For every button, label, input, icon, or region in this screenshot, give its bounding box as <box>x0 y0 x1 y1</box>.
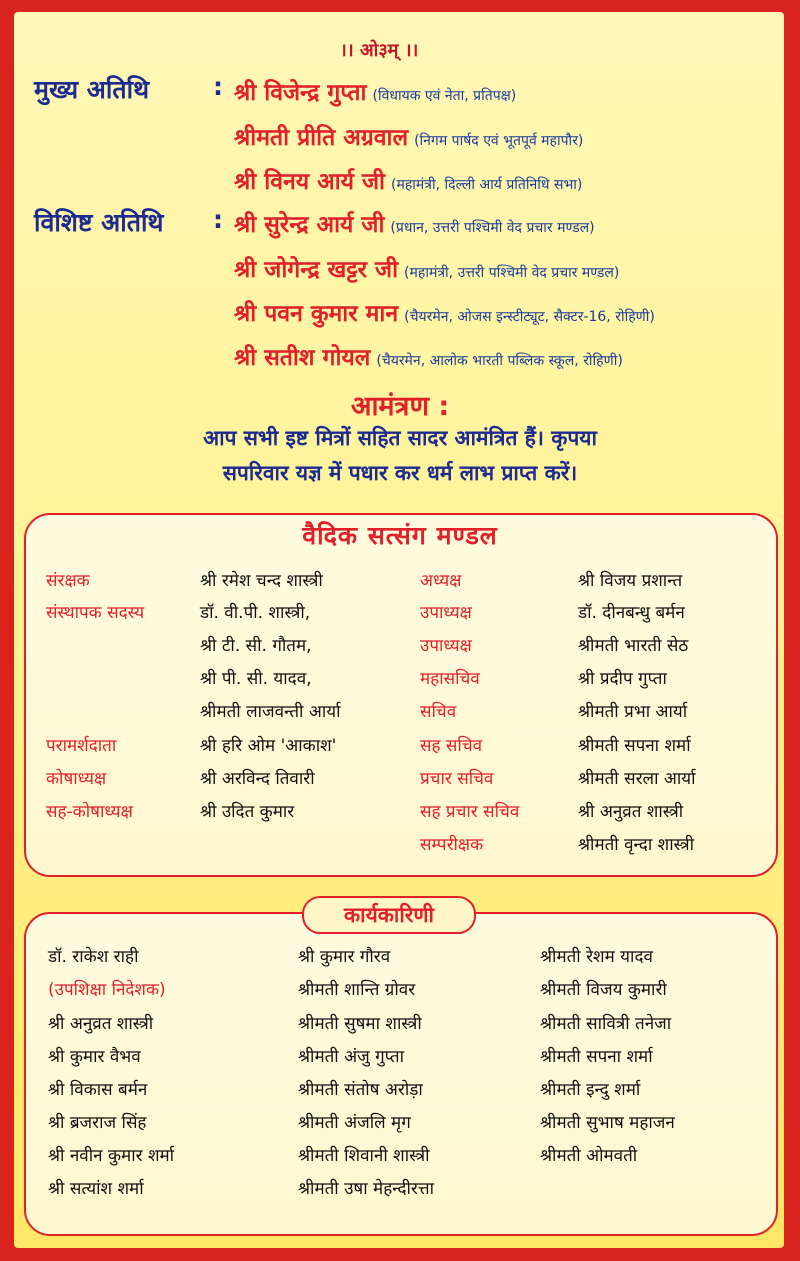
mandal-role: कोषाध्यक्ष <box>46 769 107 789</box>
karyakarini-member: श्री कुमार गौरव <box>298 947 391 967</box>
mandal-role: उपाध्यक्ष <box>420 636 472 656</box>
mandal-role: सचिव <box>420 702 457 722</box>
karyakarini-member: श्री नवीन कुमार शर्मा <box>48 1146 175 1166</box>
guest-name: श्री जोगेन्द्र खट्टर जी <box>234 257 399 283</box>
mandal-title: वैदिक सत्संग मण्डल <box>302 521 498 550</box>
invitation-line-2: सपरिवार यज्ञ में पधार कर धर्म लाभ प्राप्त करें। <box>222 461 578 485</box>
karyakarini-member: श्रीमती ओमवती <box>540 1146 638 1166</box>
special-guest-4 <box>234 340 623 372</box>
guest-name: श्री विनय आर्य जी <box>234 169 385 195</box>
karyakarini-member: श्री ब्रजराज सिंह <box>48 1113 147 1133</box>
guest-desc: (प्रधान, उत्तरी पश्चिमी वेद प्रचार मण्डल) <box>390 220 595 236</box>
om-heading: ।। ओ३म् ।। <box>340 40 419 61</box>
karyakarini-member: श्रीमती अंजु गुप्ता <box>298 1047 405 1067</box>
guest-desc: (विधायक एवं नेता, प्रतिपक्ष) <box>372 88 517 104</box>
karyakarini-member: श्रीमती इन्दु शर्मा <box>540 1080 641 1100</box>
guest-name: श्रीमती प्रीति अग्रवाल <box>234 125 409 151</box>
guest-desc: (महामंत्री, उत्तरी पश्चिमी वेद प्रचार मण्डल) <box>404 265 620 281</box>
chief-guests-label: मुख्य अतिथि <box>34 75 150 104</box>
mandal-member: श्री अनुव्रत शास्त्री <box>578 802 684 822</box>
special-guest-1 <box>234 207 595 239</box>
karyakarini-designation: (उपशिक्षा निदेशक) <box>48 980 166 1000</box>
guest-desc: (महामंत्री, दिल्ली आर्य प्रतिनिधि सभा) <box>390 177 583 193</box>
mandal-role: अध्यक्ष <box>420 571 462 591</box>
mandal-role: सम्परीक्षक <box>420 835 484 855</box>
karyakarini-member: श्रीमती सपना शर्मा <box>540 1047 653 1067</box>
karyakarini-title: कार्यकारिणी <box>302 896 476 934</box>
special-guests-colon: : <box>213 205 223 234</box>
guest-desc: (चैयरमेन, ओजस इन्स्टीट्यूट, सैक्टर-16, रोहिणी) <box>404 309 655 325</box>
guest-desc: (चैयरमेन, आलोक भारती पब्लिक स्कूल, रोहिणी) <box>376 353 623 369</box>
karyakarini-member: श्रीमती सावित्री तनेजा <box>540 1014 672 1034</box>
mandal-member: श्री अरविन्द तिवारी <box>200 769 315 789</box>
mandal-member: श्रीमती लाजवन्ती आर्या <box>200 702 341 722</box>
mandal-role: सह-कोषाध्यक्ष <box>46 802 133 822</box>
mandal-member: श्रीमती सरला आर्या <box>578 769 696 789</box>
mandal-role: प्रचार सचिव <box>420 769 494 789</box>
mandal-member: श्री रमेश चन्द शास्त्री <box>200 571 323 591</box>
mandal-member: श्रीमती प्रभा आर्या <box>578 702 688 722</box>
karyakarini-member: श्रीमती शान्ति ग्रोवर <box>298 980 416 1000</box>
mandal-role: सह प्रचार सचिव <box>420 802 520 822</box>
mandal-role: महासचिव <box>420 669 480 689</box>
mandal-member: डॉ. दीनबन्धु बर्मन <box>578 603 685 623</box>
karyakarini-member: श्री अनुव्रत शास्त्री <box>48 1014 154 1034</box>
karyakarini-member: श्रीमती उषा मेहन्दीरत्ता <box>298 1179 435 1199</box>
guest-name: श्री पवन कुमार मान <box>234 301 399 327</box>
mandal-role: संरक्षक <box>46 571 90 591</box>
guest-desc: (निगम पार्षद एवं भूतपूर्व महापौर) <box>414 133 584 149</box>
mandal-role: परामर्शदाता <box>46 736 117 756</box>
invitation-line-1: आप सभी इष्ट मित्रों सहित सादर आमंत्रित हैं। कृपया <box>203 426 597 450</box>
special-guest-2 <box>234 252 619 284</box>
mandal-member: श्री पी. सी. यादव, <box>200 669 312 689</box>
karyakarini-member: श्रीमती सुभाष महाजन <box>540 1113 675 1133</box>
mandal-role: सह सचिव <box>420 736 483 756</box>
chief-guest-1 <box>234 75 516 107</box>
karyakarini-member: श्री सत्यांश शर्मा <box>48 1179 144 1199</box>
mandal-member: श्रीमती सपना शर्मा <box>578 736 691 756</box>
chief-guests-colon: : <box>213 72 223 101</box>
mandal-member: श्री टी. सी. गौतम, <box>200 636 312 656</box>
karyakarini-member: श्रीमती सुषमा शास्त्री <box>298 1014 422 1034</box>
chief-guest-3 <box>234 164 582 196</box>
guest-name: श्री विजेन्द्र गुप्ता <box>234 80 367 106</box>
karyakarini-member: श्रीमती संतोष अरोड़ा <box>298 1080 423 1100</box>
guest-name: श्री सतीश गोयल <box>234 345 371 371</box>
mandal-role: उपाध्यक्ष <box>420 603 472 623</box>
karyakarini-member: श्री विकास बर्मन <box>48 1080 148 1100</box>
mandal-member: श्री उदित कुमार <box>200 802 295 822</box>
special-guests-label: विशिष्ट अतिथि <box>34 208 164 237</box>
karyakarini-member: श्रीमती विजय कुमारी <box>540 980 667 1000</box>
chief-guest-2 <box>234 120 583 152</box>
special-guest-3 <box>234 296 655 328</box>
karyakarini-member: श्रीमती शिवानी शास्त्री <box>298 1146 430 1166</box>
mandal-member: श्री विजय प्रशान्त <box>578 571 683 591</box>
karyakarini-member: श्रीमती रेशम यादव <box>540 947 653 967</box>
karyakarini-member: श्री कुमार वैभव <box>48 1047 141 1067</box>
invitation-heading: आमंत्रण : <box>350 391 450 422</box>
mandal-member: श्रीमती भारती सेठ <box>578 636 689 656</box>
karyakarini-member: श्रीमती अंजलि मृग <box>298 1113 411 1133</box>
mandal-member: श्रीमती वृन्दा शास्त्री <box>578 835 695 855</box>
guest-name: श्री सुरेन्द्र आर्य जी <box>234 212 385 238</box>
mandal-member: श्री हरि ओम 'आकाश' <box>200 736 337 756</box>
karyakarini-member: डॉ. राकेश राही <box>48 947 139 967</box>
mandal-member: डॉ. वी.पी. शास्त्री, <box>200 603 311 623</box>
mandal-role: संस्थापक सदस्य <box>46 603 145 623</box>
mandal-member: श्री प्रदीप गुप्ता <box>578 669 667 689</box>
